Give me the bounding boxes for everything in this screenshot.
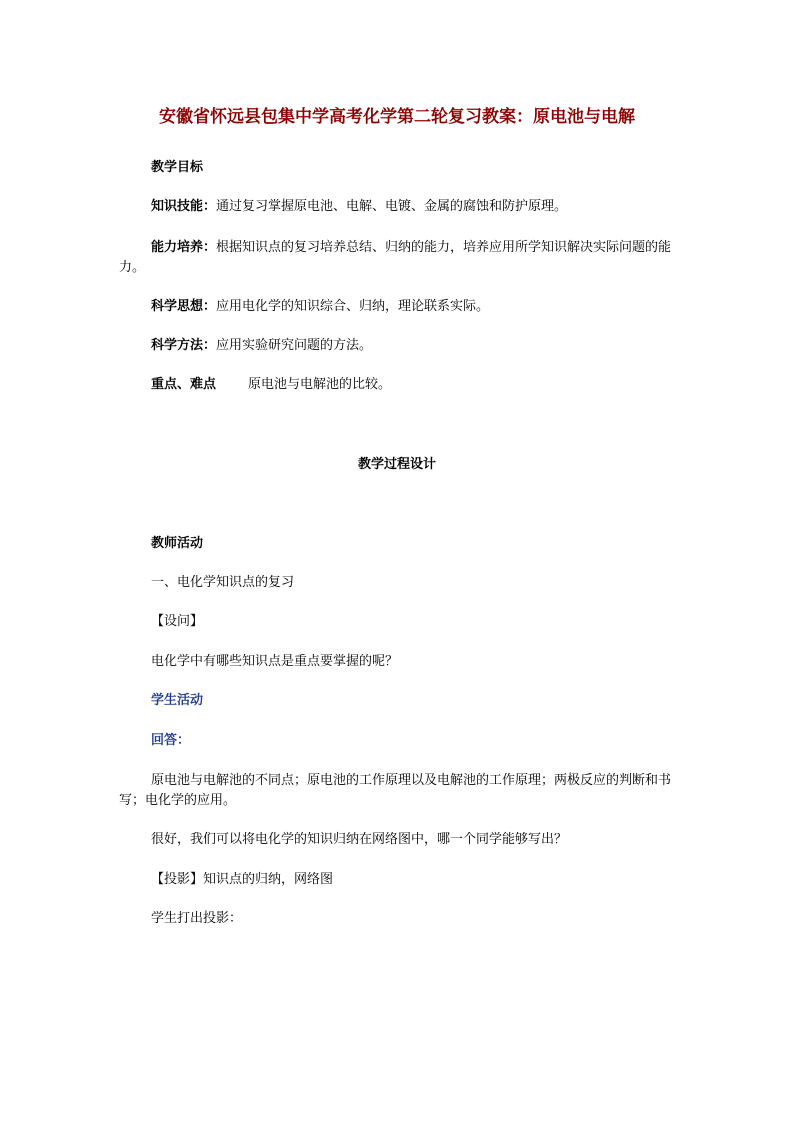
science-method-label: 科学方法： [151, 338, 217, 353]
science-thinking-label: 科学思想： [151, 299, 217, 314]
ability-paragraph [119, 238, 675, 278]
knowledge-skills-label: 知识技能： [151, 199, 217, 214]
document-title: 安徽省怀远县包集中学高考化学第二轮复习教案：原电池与电解 [159, 107, 635, 127]
student-activity-heading: 学生活动 [151, 693, 204, 708]
student-projection-text: 学生打出投影： [151, 911, 243, 926]
science-method-line [151, 336, 372, 356]
science-thinking-text: 应用电化学的知识综合、归纳，理论联系实际。 [216, 299, 490, 314]
section-one-heading: 一、电化学知识点的复习 [151, 575, 295, 590]
knowledge-skills-line [151, 197, 567, 217]
projection-text: 知识点的归纳，网络图 [203, 872, 334, 887]
answer-label: 回答： [151, 733, 191, 748]
process-heading: 教学过程设计 [357, 457, 436, 472]
science-method-text: 应用实验研究问题的方法。 [216, 338, 373, 353]
objectives-heading: 教学目标 [151, 160, 204, 175]
question-tag: 【设问】 [151, 614, 204, 629]
ability-label: 能力培养： [151, 240, 217, 255]
keypoints-line [151, 375, 391, 395]
question-text: 电化学中有哪些知识点是重点要掌握的呢？ [151, 654, 399, 669]
answer-paragraph: 原电池与电解池的不同点；原电池的工作原理以及电解池的工作原理；两极反应的判断和书写；电化学的应用。 [119, 773, 672, 808]
followup-text: 很好，我们可以将电化学的知识归纳在网络图中，哪一个同学能够写出？ [151, 832, 568, 847]
projection-line [151, 870, 333, 890]
science-thinking-line [151, 297, 489, 317]
keypoints-label: 重点、难点 [151, 377, 217, 392]
knowledge-skills-text: 通过复习掌握原电池、电解、电镀、金属的腐蚀和防护原理。 [216, 199, 568, 214]
projection-tag: 【投影】 [151, 872, 204, 887]
ability-text: 根据知识点的复习培养总结、归纳的能力，培养应用所学知识解决实际问题的能力。 [119, 240, 672, 275]
keypoints-text: 原电池与电解池的比较。 [248, 377, 392, 392]
teacher-activity-heading: 教师活动 [151, 536, 204, 551]
